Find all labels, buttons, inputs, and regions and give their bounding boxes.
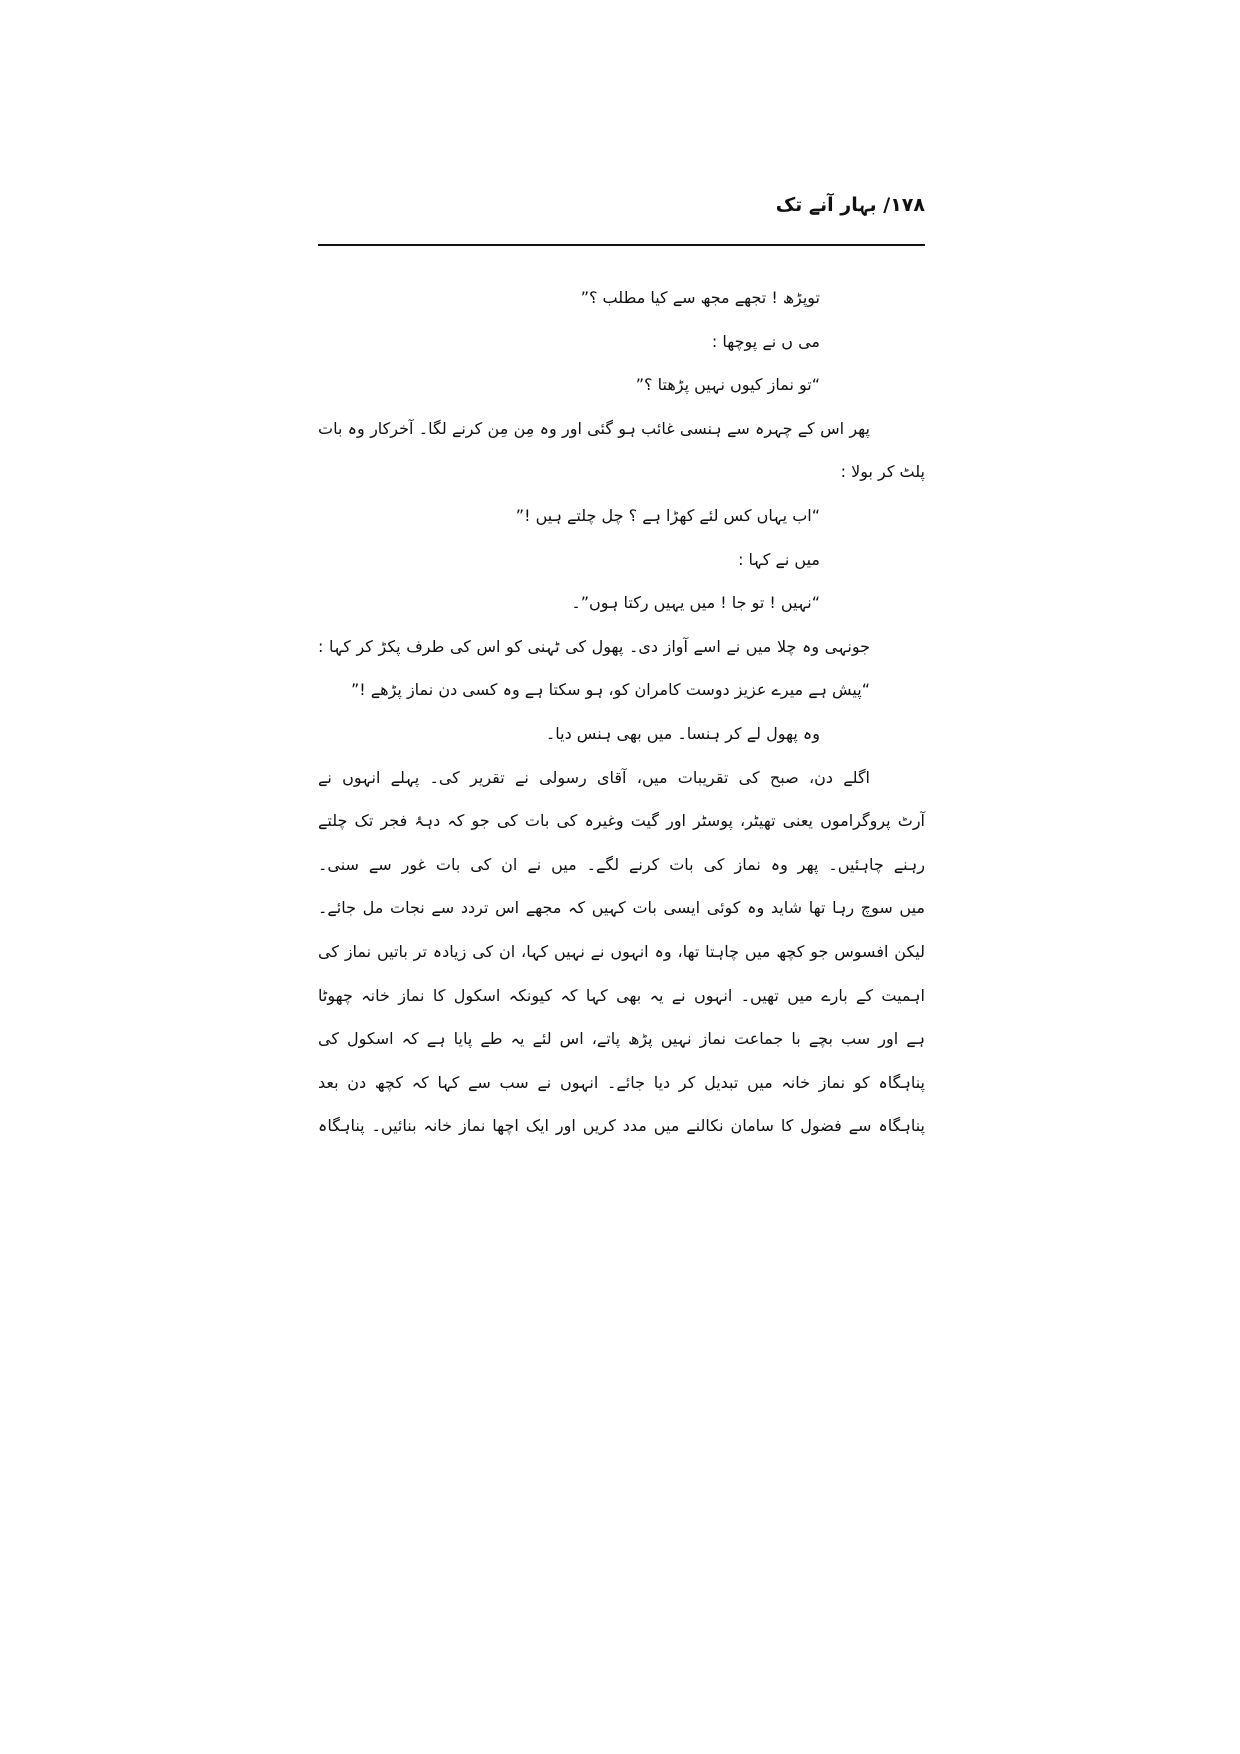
text-line: لیکن افسوس جو کچھ میں چاہتا تھا، وہ انہوں نے نہیں کہا، ان کی زیادہ تر باتیں نماز کی bbox=[318, 941, 925, 961]
text-line: میں نے کہا : bbox=[738, 549, 820, 569]
text-line: پناہگاہ سے فضول کا سامان نکالنے میں مدد کریں اور ایک اچھا نماز خانہ بنائیں۔ پناہگاہ bbox=[318, 1116, 925, 1136]
body-text bbox=[318, 276, 925, 1148]
text-line: جونہی وہ چلا میں نے اسے آواز دی۔ پھول کی ٹہنی کو اس کی طرف پکڑ کر کہا : bbox=[318, 636, 870, 656]
header-rule bbox=[318, 244, 925, 246]
text-line: میں سوچ رہا تھا شاید وہ کوئی ایسی بات کہیں کہ مجھے اس تردد سے نجات مل جائے۔ bbox=[318, 898, 925, 918]
text-line: پلٹ کر بولا : bbox=[840, 462, 925, 482]
text-line: توپڑھ ! تجھے مجھ سے کیا مطلب ؟” bbox=[580, 288, 820, 307]
running-header: ۱۷۸/ بہار آنے تک bbox=[775, 194, 925, 216]
text-line: وہ پھول لے کر ہنسا۔ میں بھی ہنس دیا۔ bbox=[545, 723, 820, 743]
paragraph-first-line: اگلے دن، صبح کی تقریبات میں، آقای رسولی نے تقریر کی۔ پہلے انہوں نے bbox=[318, 767, 870, 787]
text-line: آرٹ پروگراموں یعنی تھیٹر، پوسٹر اور گیت وغیرہ کی بات کی جو کہ دہۂ فجر تک چلتے bbox=[318, 811, 925, 831]
text-line: “پیش ہے میرے عزیز دوست کامران کو، ہو سکتا ہے وہ کسی دن نماز پڑھے !” bbox=[350, 680, 870, 700]
text-line: پناہگاہ کو نماز خانہ میں تبدیل کر دیا جائے۔ انہوں نے سب سے کہا کہ کچھ دن بعد bbox=[318, 1072, 925, 1092]
text-line: رہنے چاہئیں۔ پھر وہ نماز کی بات کرنے لگے۔ میں نے ان کی بات غور سے سنی۔ bbox=[318, 854, 925, 874]
text-line: می ں نے پوچھا : bbox=[711, 331, 820, 351]
text-line: پھر اس کے چہرہ سے ہنسی غائب ہو گئی اور وہ مِن مِن کرنے لگا۔ آخرکار وہ بات bbox=[318, 418, 870, 438]
text-line: ہے اور سب بچے با جماعت نماز نہیں پڑھ پاتے، اس لئے یہ طے پایا ہے کہ اسکول کی bbox=[318, 1029, 925, 1049]
text-line: “تو نماز کیوں نہیں پڑھتا ؟” bbox=[635, 375, 820, 395]
text-line: اہمیت کے بارے میں تھیں۔ انہوں نے یہ بھی کہا کہ کیونکہ اسکول کا نماز خانہ چھوٹا bbox=[318, 985, 925, 1005]
text-line: “اب یہاں کس لئے کھڑا ہے ؟ چل چلتے ہیں !” bbox=[515, 505, 820, 525]
text-line: “نہیں ! تو جا ! میں یہیں رکتا ہوں”۔ bbox=[571, 593, 820, 613]
